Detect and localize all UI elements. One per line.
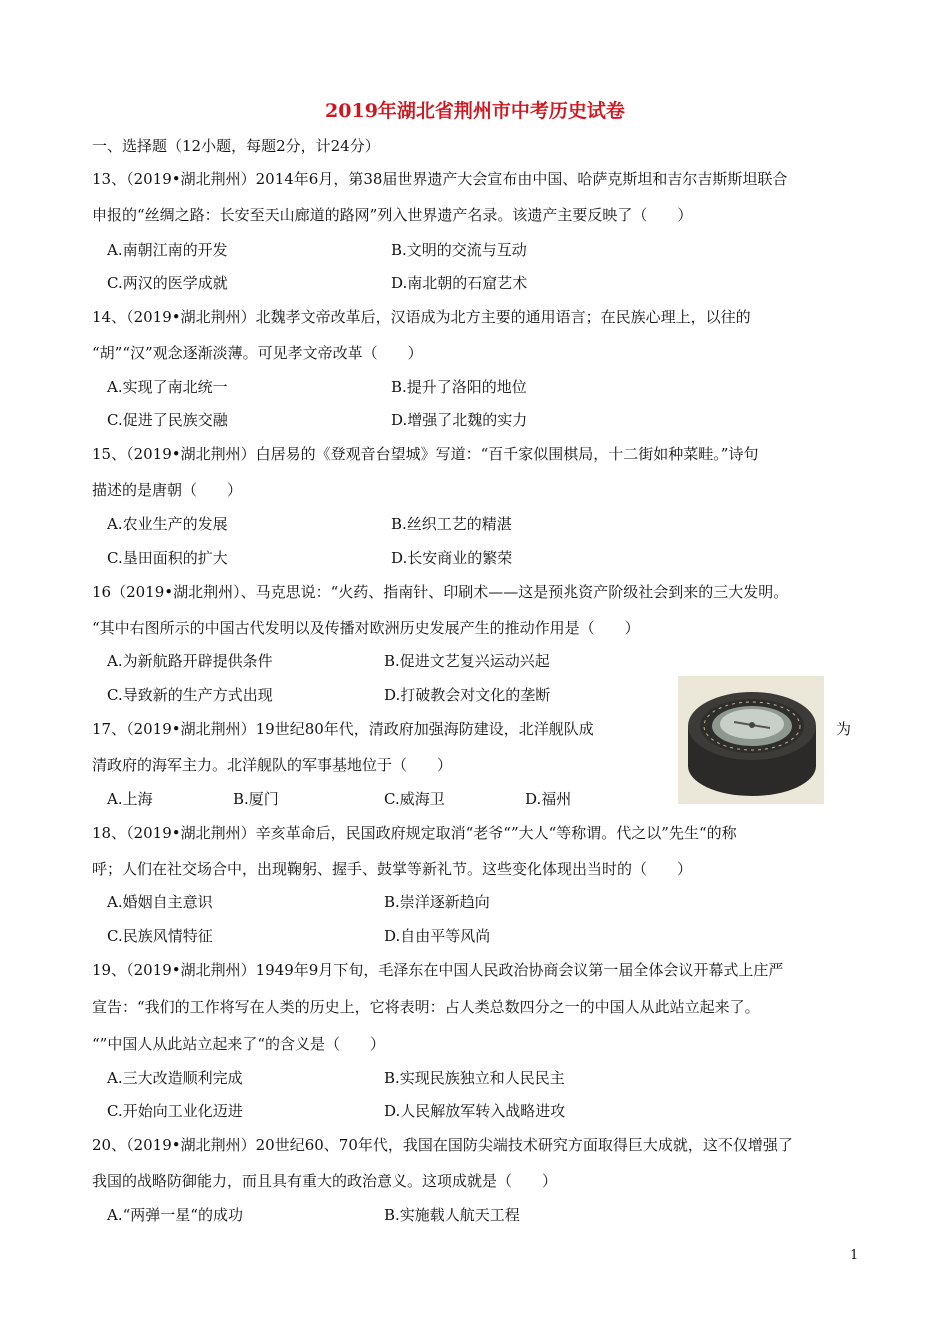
question-20-line-1: 20、（2019•湖北荆州）20世纪60、70年代，我国在国防尖端技术研究方面取得巨大成就，这不仅增强了 xyxy=(92,1136,793,1154)
question-20-option-a: A.“两弹一星“的成功 xyxy=(107,1206,243,1224)
question-17-line-1: 17、（2019•湖北荆州）19世纪80年代，清政府加强海防建设，北洋舰队成 xyxy=(92,720,594,738)
question-14-option-b: B.提升了洛阳的地位 xyxy=(391,378,527,396)
question-19-line-3: “”中国人从此站立起来了“的含义是（ ） xyxy=(92,1035,386,1053)
page-number: 1 xyxy=(850,1248,859,1263)
question-13-option-b: B.文明的交流与互动 xyxy=(391,241,527,259)
question-14-option-a: A.实现了南北统一 xyxy=(107,378,228,396)
question-16-option-d: D.打破教会对文化的垄断 xyxy=(384,686,551,704)
question-18-option-a: A.婚姻自主意识 xyxy=(107,893,213,911)
question-15-option-a: A.农业生产的发展 xyxy=(107,515,228,533)
question-19-line-1: 19、（2019•湖北荆州）1949年9月下旬，毛泽东在中国人民政治协商会议第一届全体会议开幕式上庄严 xyxy=(92,961,784,979)
question-17-option-b: B.厦门 xyxy=(233,790,279,808)
question-17-line-2: 清政府的海军主力。北洋舰队的军事基地位于（ ） xyxy=(92,756,453,774)
question-15-line-2: 描述的是唐朝（ ） xyxy=(92,481,243,499)
compass-icon xyxy=(678,676,824,804)
question-19-option-d: D.人民解放军转入战略进攻 xyxy=(384,1102,566,1120)
question-17-line-1-tail: 为 xyxy=(836,720,852,738)
question-20-line-2: 我国的战略防御能力，而且具有重大的政治意义。这项成就是（ ） xyxy=(92,1172,558,1190)
question-17-option-c: C.威海卫 xyxy=(384,790,445,808)
section-heading: 一、选择题（12小题，每题2分，计24分） xyxy=(92,137,380,155)
question-20-option-b: B.实施载人航天工程 xyxy=(384,1206,520,1224)
question-17-option-d: D.福州 xyxy=(525,790,572,808)
question-19-option-c: C.开始向工业化迈进 xyxy=(107,1102,243,1120)
question-14-option-d: D.增强了北魏的实力 xyxy=(391,411,528,429)
compass-image xyxy=(678,676,824,804)
question-19-option-a: A.三大改造顺利完成 xyxy=(107,1069,243,1087)
question-19-line-2: 宣告：“我们的工作将写在人类的历史上，它将表明：占人类总数四分之一的中国人从此站立起来了。 xyxy=(92,998,760,1016)
question-16-option-c: C.导致新的生产方式出现 xyxy=(107,686,273,704)
question-16-option-a: A.为新航路开辟提供条件 xyxy=(107,652,273,670)
question-19-option-b: B.实现民族独立和人民民主 xyxy=(384,1069,565,1087)
question-13-line-1: 13、（2019•湖北荆州）2014年6月，第38届世界遗产大会宣布由中国、哈萨克斯坦和吉尔吉斯斯坦联合 xyxy=(92,170,788,188)
question-16-line-1: 16（2019•湖北荆州）、马克思说：“火药、指南针、印刷术——这是预兆资产阶级社会到来的三大发明。 xyxy=(92,583,789,601)
question-18-line-2: 呼；人们在社交场合中，出现鞠躬、握手、鼓掌等新礼节。这些变化体现出当时的（ ） xyxy=(92,860,693,878)
question-13-option-d: D.南北朝的石窟艺术 xyxy=(391,274,528,292)
question-15-option-b: B.丝织工艺的精湛 xyxy=(391,515,512,533)
question-15-option-d: D.长安商业的繁荣 xyxy=(391,549,513,567)
question-17-option-a: A.上海 xyxy=(107,790,153,808)
question-14-line-1: 14、（2019•湖北荆州）北魏孝文帝改革后，汉语成为北方主要的通用语言；在民族心理上，以往的 xyxy=(92,308,751,326)
question-15-option-c: C.垦田面积的扩大 xyxy=(107,549,228,567)
question-18-line-1: 18、（2019•湖北荆州）辛亥革命后，民国政府规定取消“老爷“”大人“等称谓。代之以”先生“的称 xyxy=(92,824,737,842)
question-15-line-1: 15、（2019•湖北荆州）白居易的《登观音台望城》写道：“百千家似围棋局，十二街如种菜畦。”诗句 xyxy=(92,445,759,463)
question-13-line-2: 申报的“丝绸之路：长安至天山廊道的路网”列入世界遗产名录。该遗产主要反映了（ ） xyxy=(92,206,693,224)
question-13-option-c: C.两汉的医学成就 xyxy=(107,274,228,292)
question-18-option-c: C.民族风情特征 xyxy=(107,927,213,945)
exam-title: 2019年湖北省荆州市中考历史试卷 xyxy=(325,100,625,122)
question-16-line-2: “其中右图所示的中国古代发明以及传播对欧洲历史发展产生的推动作用是（ ） xyxy=(92,619,640,637)
question-14-line-2: “胡”“汉”观念逐渐淡薄。可见孝文帝改革（ ） xyxy=(92,344,423,362)
question-14-option-c: C.促进了民族交融 xyxy=(107,411,228,429)
question-13-option-a: A.南朝江南的开发 xyxy=(107,241,228,259)
question-18-option-d: D.自由平等风尚 xyxy=(384,927,491,945)
question-16-option-b: B.促进文艺复兴运动兴起 xyxy=(384,652,550,670)
question-18-option-b: B.崇洋逐新趋向 xyxy=(384,893,490,911)
